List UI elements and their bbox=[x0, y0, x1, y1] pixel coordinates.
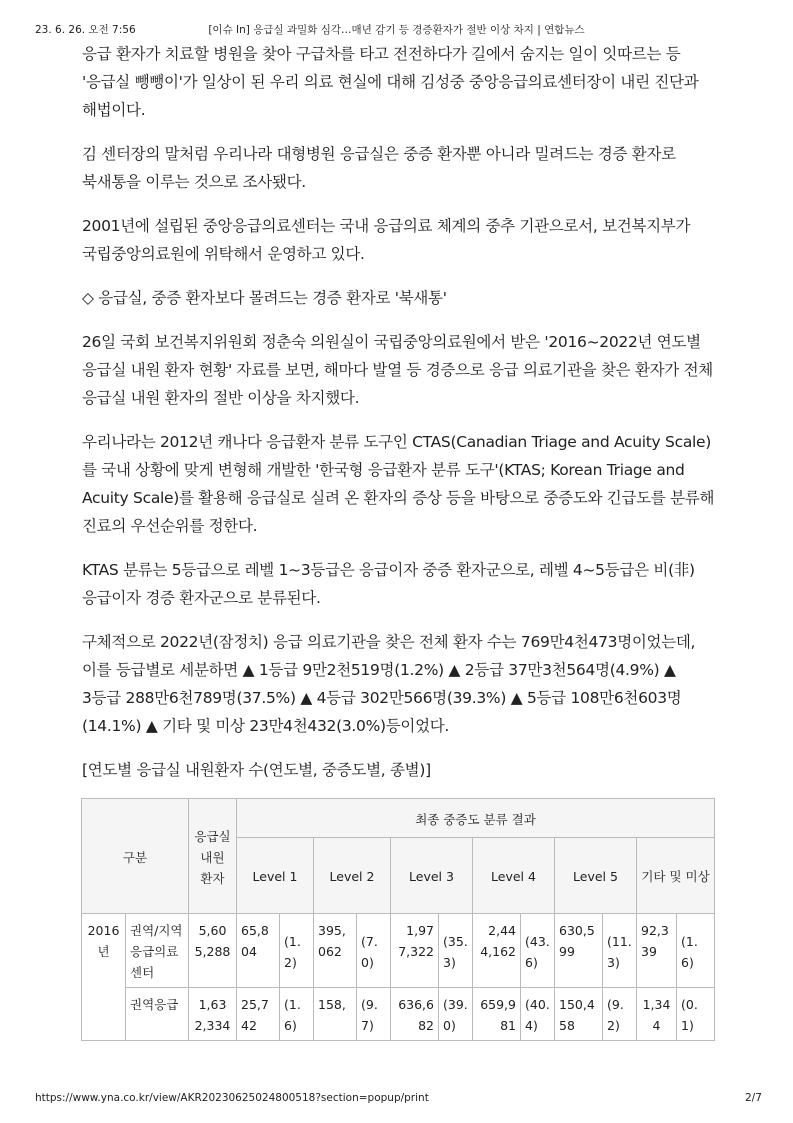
paragraph-ktas: 우리나라는 2012년 캐나다 응급환자 분류 도구인 CTAS(Canadian Triage and Acuity Scale)를 국내 상황에 맞게 변형해 개발한 '한국형 응급환자 분류 도구'(KTAS; Korean Triage and Acuity Scale)를 활용해 응급실로 실려 온 환자의 증상 등을 바탕으로 중증도와 긴급도를 분류해 진료의 우선순위를 정한다. bbox=[82, 433, 715, 535]
table-header-row-1 bbox=[82, 799, 715, 838]
header-level-2: Level 2 bbox=[314, 838, 391, 914]
total-cell: 5,605,288 bbox=[189, 914, 237, 988]
total-cell: 1,632,334 bbox=[189, 988, 237, 1041]
header-level-3: Level 3 bbox=[391, 838, 473, 914]
paragraph-crowded-er: 김 센터장의 말처럼 우리나라 대형병원 응급실은 중증 환자뿐 아니라 밀려드는 경증 환자로 북새통을 이루는 것으로 조사됐다. bbox=[82, 145, 676, 191]
header-other: 기타 및 미상 bbox=[637, 838, 715, 914]
value-cell: 92,339 bbox=[637, 914, 677, 988]
table-row bbox=[82, 914, 715, 988]
er-visits-table bbox=[81, 798, 715, 1041]
print-datetime: 23. 6. 26. 오전 7:56 bbox=[35, 24, 136, 36]
percent-cell: (39.0) bbox=[439, 988, 473, 1041]
percent-cell: (43.6) bbox=[521, 914, 555, 988]
table-row bbox=[82, 988, 715, 1041]
value-cell: 1,344 bbox=[637, 988, 677, 1041]
value-cell: 659,981 bbox=[473, 988, 521, 1041]
value-cell: 395,062 bbox=[314, 914, 357, 988]
percent-cell: (11.3) bbox=[603, 914, 637, 988]
percent-cell: (9.7) bbox=[357, 988, 391, 1041]
paragraph-ktas-levels: KTAS 분류는 5등급으로 레벨 1~3등급은 응급이자 중증 환자군으로, 레벨 4~5등급은 비(非)응급이자 경증 환자군으로 분류된다. bbox=[82, 561, 695, 607]
section-heading: ◇ 응급실, 중증 환자보다 몰려드는 경증 환자로 '북새통' bbox=[82, 289, 447, 307]
percent-cell: (40.4) bbox=[521, 988, 555, 1041]
paragraph-diagnosis: 응급 환자가 치료할 병원을 찾아 구급차를 타고 전전하다가 길에서 숨지는 일이 잇따르는 등 '응급실 뺑뺑이'가 일상이 된 우리 의료 현실에 대해 김성중 중앙응급의료센터장이 내린 진단과 해법이다. bbox=[82, 45, 699, 119]
value-cell: 1,977,322 bbox=[391, 914, 439, 988]
header-level-5: Level 5 bbox=[555, 838, 637, 914]
percent-cell: (1.6) bbox=[280, 988, 314, 1041]
header-level-4: Level 4 bbox=[473, 838, 555, 914]
article-body bbox=[82, 40, 717, 800]
value-cell: 630,599 bbox=[555, 914, 603, 988]
percent-cell: (7.0) bbox=[357, 914, 391, 988]
header-level-1: Level 1 bbox=[237, 838, 314, 914]
page-number: 2/7 bbox=[745, 1092, 762, 1104]
percent-cell: (35.3) bbox=[439, 914, 473, 988]
print-page-title: [이슈 In] 응급실 과밀화 심각…매년 감기 등 경증환자가 절반 이상 차지 | 연합뉴스 bbox=[208, 24, 585, 36]
header-gubun: 구분 bbox=[82, 799, 189, 914]
paragraph-2022-stats: 구체적으로 2022년(잠정치) 응급 의료기관을 찾은 전체 환자 수는 769만4천473명이었는데, 이를 등급별로 세분하면 ▲ 1등급 9만2천519명(1.2%) ▲ 2등급 37만3천564명(4.9%) ▲ 3등급 288만6천789명(37.5%) ▲ 4등급 302만566명(39.3%) ▲ 5등급 108만6천603명(14.1%) ▲ 기타 및 미상 23만4천432(3.0%)등이었다. bbox=[82, 633, 696, 735]
type-cell: 권역/지역응급의료센터 bbox=[126, 914, 189, 988]
paragraph-center-intro: 2001년에 설립된 중앙응급의료센터는 국내 응급의료 체계의 중추 기관으로서, 보건복지부가 국립중앙의료원에 위탁해서 운영하고 있다. bbox=[82, 217, 691, 263]
value-cell: 65,804 bbox=[237, 914, 280, 988]
value-cell: 636,682 bbox=[391, 988, 439, 1041]
header-final-result: 최종 중증도 분류 결과 bbox=[237, 799, 715, 838]
header-er-visits: 응급실 내원 환자 bbox=[189, 799, 237, 914]
value-cell: 158, bbox=[314, 988, 357, 1041]
year-cell: 2016년 bbox=[82, 914, 126, 1041]
value-cell: 150,458 bbox=[555, 988, 603, 1041]
percent-cell: (1.2) bbox=[280, 914, 314, 988]
percent-cell: (0.1) bbox=[677, 988, 715, 1041]
value-cell: 25,742 bbox=[237, 988, 280, 1041]
table-caption: [연도별 응급실 내원환자 수(연도별, 중증도별, 종별)] bbox=[82, 761, 431, 779]
value-cell: 2,444,162 bbox=[473, 914, 521, 988]
percent-cell: (1.6) bbox=[677, 914, 715, 988]
type-cell: 권역응급 bbox=[126, 988, 189, 1041]
print-url: https://www.yna.co.kr/view/AKR20230625024800518?section=popup/print bbox=[35, 1092, 429, 1104]
paragraph-data-source: 26일 국회 보건복지위원회 정춘숙 의원실이 국립중앙의료원에서 받은 '2016~2022년 연도별 응급실 내원 환자 현황' 자료를 보면, 해마다 발열 등 경증으로 응급 의료기관을 찾은 환자가 전체 응급실 내원 환자의 절반 이상을 차지했다. bbox=[82, 333, 713, 407]
percent-cell: (9.2) bbox=[603, 988, 637, 1041]
page-break-mask bbox=[80, 1085, 720, 1092]
